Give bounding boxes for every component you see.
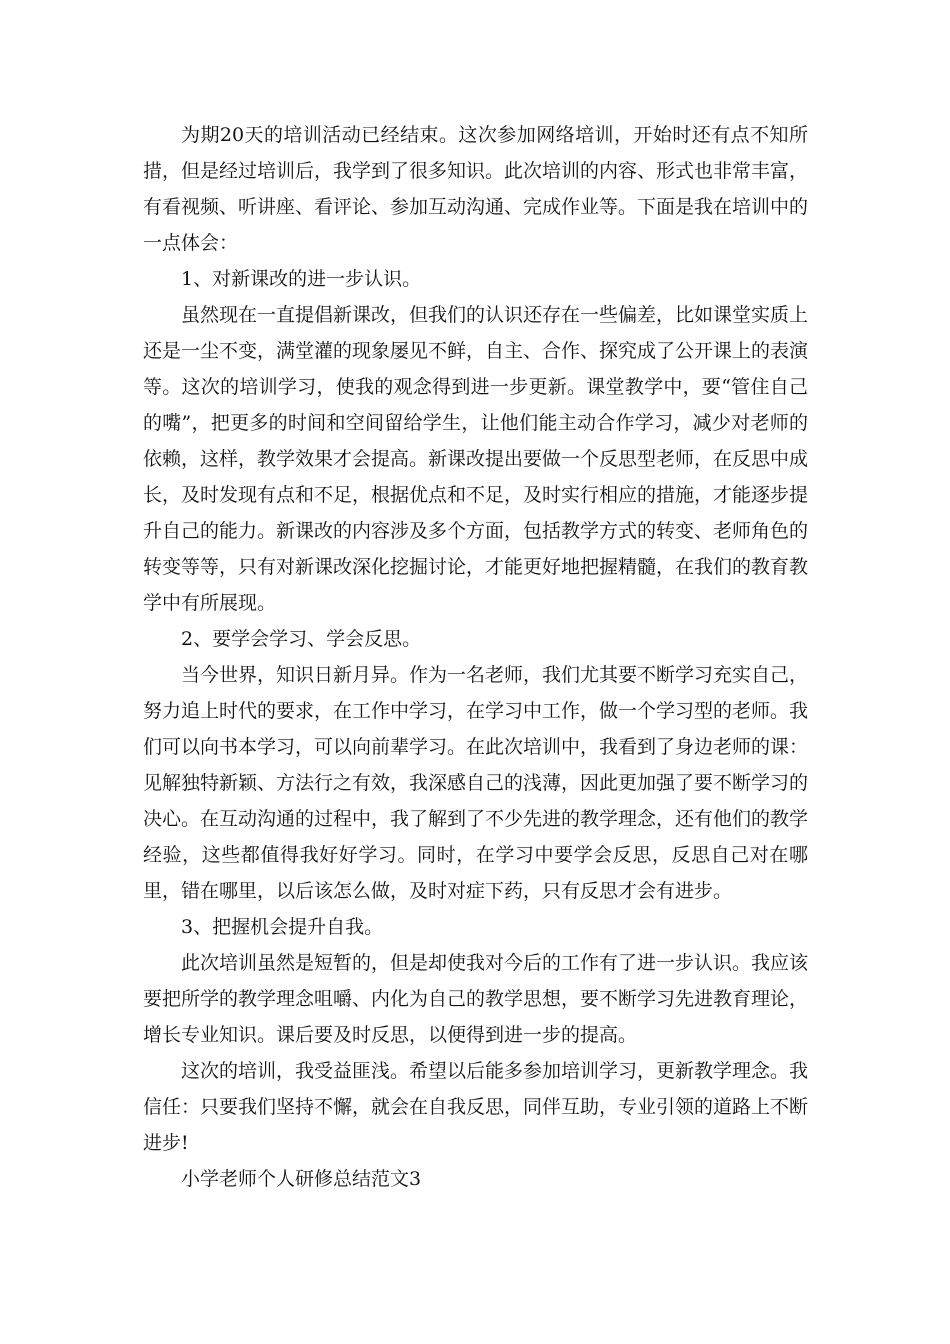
- intro-paragraph: 为期20天的培训活动已经结束。这次参加网络培训，开始时还有点不知所措，但是经过培训后，我学到了很多知识。此次培训的内容、形式也非常丰富，有看视频、听讲座、看评论、参加互动沟通、完成作业等。下面是我在培训中的一点体会：: [143, 124, 809, 254]
- section-body-3: 此次培训虽然是短暂的，但是却使我对今后的工作有了进一步认识。我应该要把所学的教学理念咀嚼、内化为自己的教学思想，要不断学习先进教育理论，增长专业知识。课后要及时反思，以便得到进一步的提高。: [143, 952, 809, 1046]
- next-article-title: 小学老师个人研修总结范文3: [181, 1168, 422, 1190]
- section-body-2: 当今世界，知识日新月异。作为一名老师，我们尤其要不断学习充实自己，努力追上时代的要求，在工作中学习，在学习中工作，做一个学习型的老师。我们可以向书本学习，可以向前辈学习。在此次培训中，我看到了身边老师的课：见解独特新颖、方法行之有效，我深感自己的浅薄，因此更加强了要不断学习的决心。在互动沟通的过程中，我了解到了不少先进的教学理念，还有他们的教学经验，这些都值得我好好学习。同时，在学习中要学会反思，反思自己对在哪里，错在哪里，以后该怎么做，及时对症下药，只有反思才会有进步。: [143, 664, 809, 902]
- closing-paragraph: 这次的培训，我受益匪浅。希望以后能多参加培训学习，更新教学理念。我信任：只要我们坚持不懈，就会在自我反思，同伴互助，专业引领的道路上不断进步!: [143, 1060, 809, 1154]
- section-heading-1: 1、对新课改的进一步认识。: [181, 268, 422, 290]
- document-body: [143, 117, 808, 1197]
- section-body-1: 虽然现在一直提倡新课改，但我们的认识还存在一些偏差，比如课堂实质上还是一尘不变，满堂灌的现象屡见不鲜，自主、合作、探究成了公开课上的表演等。这次的培训学习，使我的观念得到进一步更新。课堂教学中，要“管住自己的嘴”，把更多的时间和空间留给学生，让他们能主动合作学习，减少对老师的依赖，这样，教学效果才会提高。新课改提出要做一个反思型老师，在反思中成长，及时发现有点和不足，根据优点和不足，及时实行相应的措施，才能逐步提升自己的能力。新课改的内容涉及多个方面，包括教学方式的转变、老师角色的转变等等，只有对新课改深化挖掘讨论，才能更好地把握精髓，在我们的教育教学中有所展现。: [143, 304, 809, 614]
- section-heading-3: 3、把握机会提升自我。: [181, 916, 384, 938]
- section-heading-2: 2、要学会学习、学会反思。: [181, 628, 422, 650]
